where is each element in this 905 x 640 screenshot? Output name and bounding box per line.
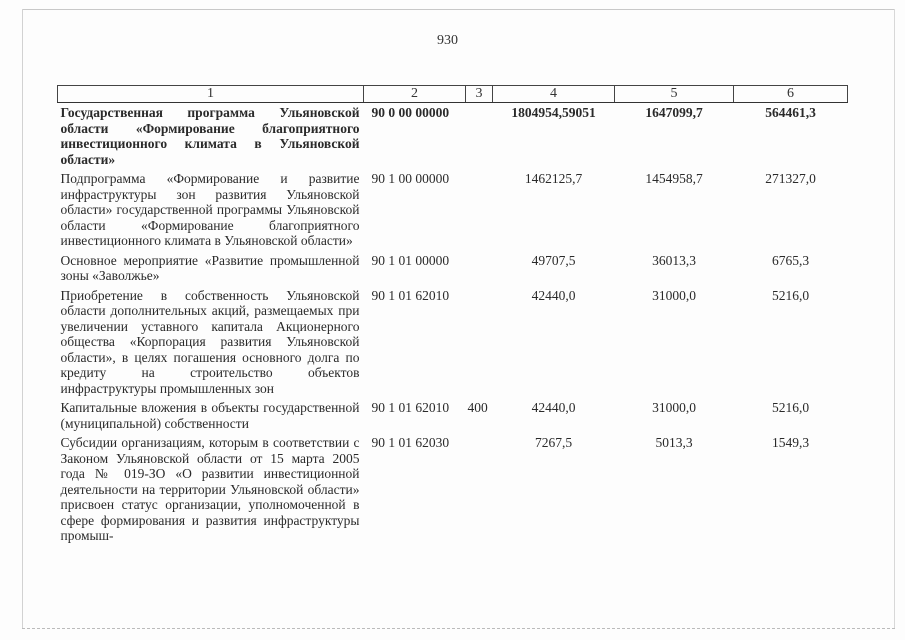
page-border-top (22, 9, 895, 10)
page-border-left (22, 9, 23, 629)
column-header: 3 (466, 86, 493, 103)
row-name: Капитальные вложения в объекты государственной (муниципальной) собственности (60, 400, 360, 431)
table-row (58, 103, 848, 170)
row-code: 90 1 01 62030 (371, 435, 450, 450)
row-expense-type: 400 (467, 400, 488, 415)
row-value-col4: 42440,0 (531, 400, 576, 415)
row-value-col4: 42440,0 (531, 287, 576, 303)
table-row (58, 169, 848, 251)
row-code: 90 0 00 00000 (371, 105, 450, 120)
row-name: Государственная программа Ульяновской области «Формирование благоприятного инвестиционного климата в Ульяновской области» (60, 105, 360, 167)
page-bottom-divider (22, 628, 895, 629)
row-name: Основное мероприятие «Развитие промышленной зоны «Заволжье» (60, 252, 360, 283)
row-value-col6: 6765,3 (771, 252, 810, 268)
table-header-row (58, 86, 848, 103)
column-header: 5 (615, 86, 734, 103)
row-value-col4: 1804954,59051 (511, 105, 596, 120)
row-expense-type (466, 103, 493, 170)
row-value-col5: 5013,3 (655, 435, 693, 450)
column-header: 2 (364, 86, 466, 103)
row-value-col5: 1454958,7 (645, 171, 703, 186)
row-value-col6: 564461,3 (765, 105, 816, 120)
table-row (58, 286, 848, 399)
row-value-col5: 31000,0 (652, 287, 696, 303)
row-code: 90 1 01 00000 (371, 252, 450, 268)
row-value-col6: 5216,0 (771, 287, 810, 303)
row-name: Субсидии организациям, которым в соответствии с Законом Ульяновской области от 15 марта 2005 года № 019-ЗО «О развитии инвестиционной деятельности на территории Ульяновской области» присвоен статус организации, уполномоченной в сфере формирования и развития инфраструктуры промыш- (60, 435, 360, 543)
row-value-col5: 1647099,7 (645, 105, 703, 120)
row-expense-type (466, 251, 493, 286)
column-header: 4 (493, 86, 615, 103)
row-value-col4: 49707,5 (531, 252, 576, 268)
row-code: 90 1 00 00000 (371, 171, 450, 186)
row-expense-type (466, 169, 493, 251)
row-expense-type (466, 433, 493, 546)
row-value-col6: 1549,3 (771, 435, 810, 450)
budget-table (57, 85, 848, 546)
row-name: Подпрограмма «Формирование и развитие инфраструктуры зон развития Ульяновской области» государственной программы Ульяновской области «Формирование благоприятного инвестиционного климата в Ульяновской области» (60, 171, 360, 248)
table-row (58, 251, 848, 286)
row-value-col4: 1462125,7 (524, 171, 583, 186)
table-row (58, 433, 848, 546)
page-border-right (894, 9, 895, 629)
row-value-col5: 36013,3 (652, 252, 696, 268)
row-expense-type (466, 286, 493, 399)
row-code: 90 1 01 62010 (371, 287, 450, 303)
row-value-col6: 5216,0 (771, 400, 810, 415)
page-number: 930 (437, 33, 458, 48)
table-row (58, 398, 848, 433)
column-header: 6 (734, 86, 848, 103)
row-value-col5: 31000,0 (652, 400, 696, 415)
row-name: Приобретение в собственность Ульяновской области дополнительных акций, размещаемых при увеличении уставного капитала Акционерного общества «Корпорация развития Ульяновской области», в целях погашения основного долга по кредиту на строительство объектов инфраструктуры промышленных зон (60, 287, 360, 396)
row-value-col4: 7267,5 (534, 435, 573, 450)
column-header: 1 (58, 86, 364, 103)
row-value-col6: 271327,0 (765, 171, 816, 186)
row-code: 90 1 01 62010 (371, 400, 450, 415)
